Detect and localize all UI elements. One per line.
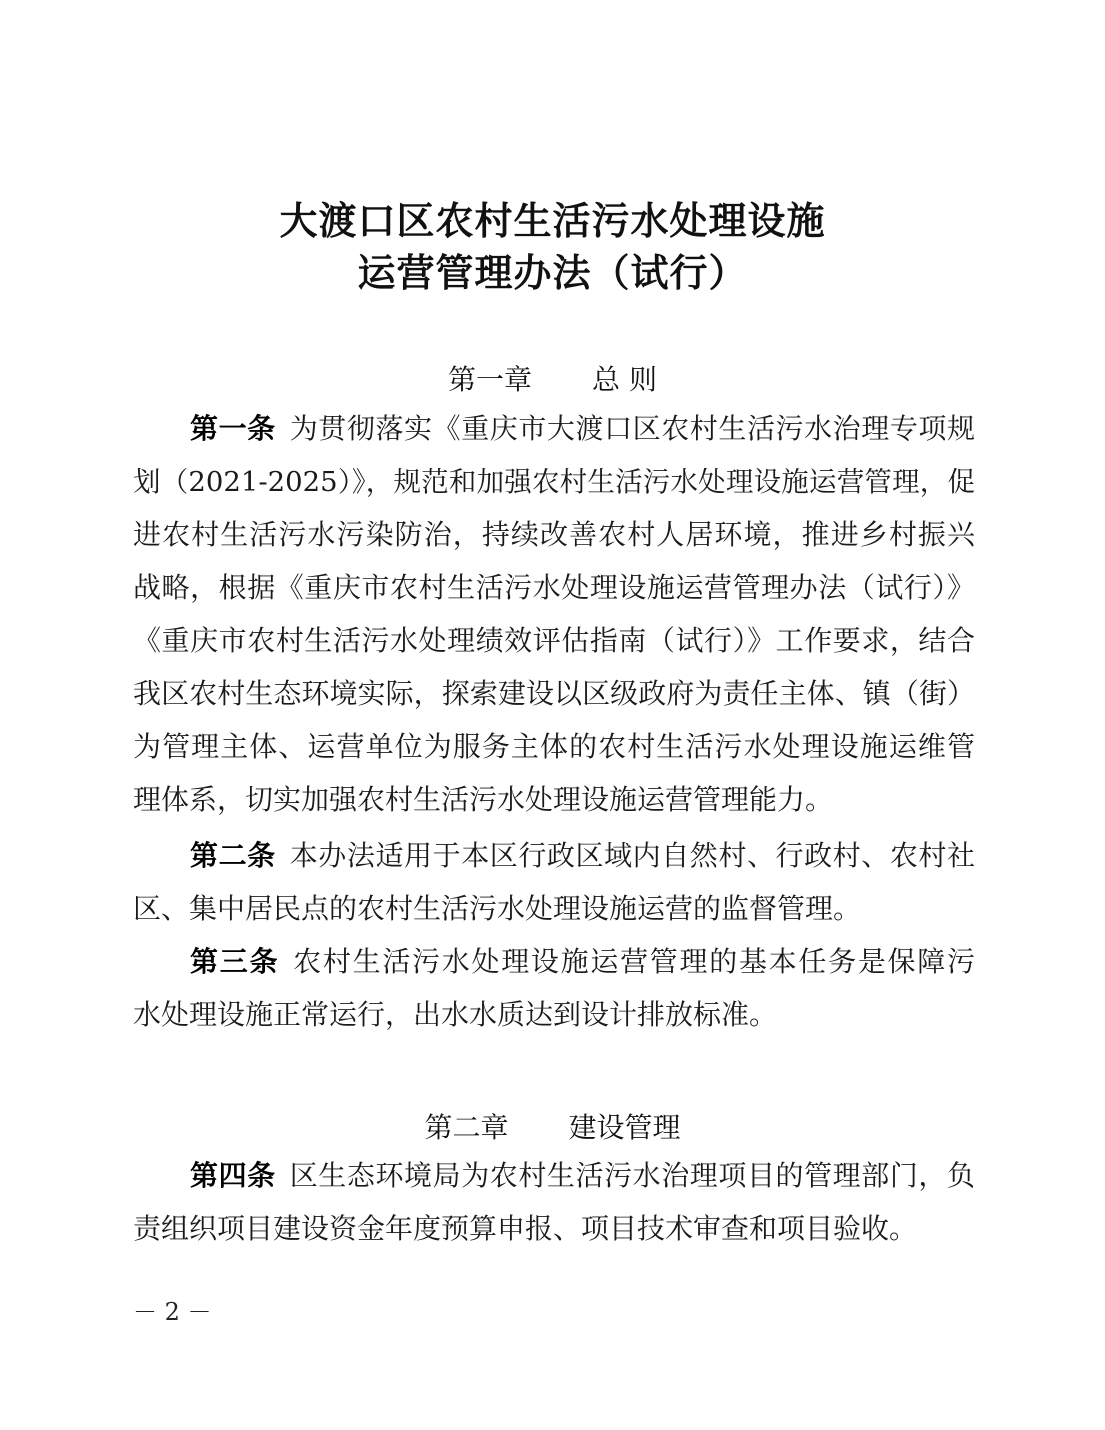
article-text: 为贯彻落实《重庆市大渡口区农村生活污水治理专项规 xyxy=(289,412,975,445)
article-1-line-7: 为管理主体、运营单位为服务主体的农村生活污水处理设施运维管 xyxy=(133,730,975,763)
article-1-line-8: 理体系，切实加强农村生活污水处理设施运营管理能力。 xyxy=(133,783,834,816)
article-text: 本办法适用于本区行政区域内自然村、行政村、农村社 xyxy=(289,839,975,872)
article-1-line-3: 进农村生活污水污染防治，持续改善农村人居环境，推进乡村振兴 xyxy=(133,518,975,551)
article-1-line-5: 《重庆市农村生活污水处理绩效评估指南（试行）》工作要求，结合 xyxy=(133,624,975,657)
article-3-line-1 xyxy=(190,942,975,982)
chapter-2-heading xyxy=(0,1106,1105,1146)
chapter-2-number: 第二章 xyxy=(424,1111,509,1144)
article-text: 农村生活污水处理设施运营管理的基本任务是保障污 xyxy=(293,945,975,978)
article-1-line-6: 我区农村生态环境实际，探索建设以区级政府为责任主体、镇（街） xyxy=(133,677,975,710)
chapter-1-name: 总 则 xyxy=(592,363,657,396)
article-1-line-4: 战略，根据《重庆市农村生活污水处理设施运营管理办法（试行）》 xyxy=(133,571,975,604)
article-4-label: 第四条 xyxy=(190,1159,276,1192)
article-2-label: 第二条 xyxy=(190,839,276,872)
document-title-line-1: 大渡口区农村生活污水处理设施 xyxy=(279,198,826,243)
article-2-line-1 xyxy=(190,836,975,876)
article-4-line-2: 责组织项目建设资金年度预算申报、项目技术审查和项目验收。 xyxy=(133,1212,918,1245)
document-title-line-2: 运营管理办法（试行） xyxy=(357,250,748,295)
article-3-line-2: 水处理设施正常运行，出水水质达到设计排放标准。 xyxy=(133,998,778,1031)
article-2-line-2: 区、集中居民点的农村生活污水处理设施运营的监督管理。 xyxy=(133,892,862,925)
chapter-2-name: 建设管理 xyxy=(568,1111,681,1144)
chapter-1-number: 第一章 xyxy=(448,363,533,396)
article-text: 区生态环境局为农村生活污水治理项目的管理部门，负 xyxy=(289,1159,975,1192)
article-1-line-2: 划（2021-2025）》，规范和加强农村生活污水处理设施运营管理，促 xyxy=(133,466,975,498)
article-1-line-1 xyxy=(190,409,975,449)
chapter-1-heading xyxy=(0,358,1105,398)
article-4-line-1 xyxy=(190,1156,975,1196)
page-number: － 2 － xyxy=(133,1298,212,1326)
article-3-label: 第三条 xyxy=(190,945,280,978)
article-1-label: 第一条 xyxy=(190,412,276,445)
